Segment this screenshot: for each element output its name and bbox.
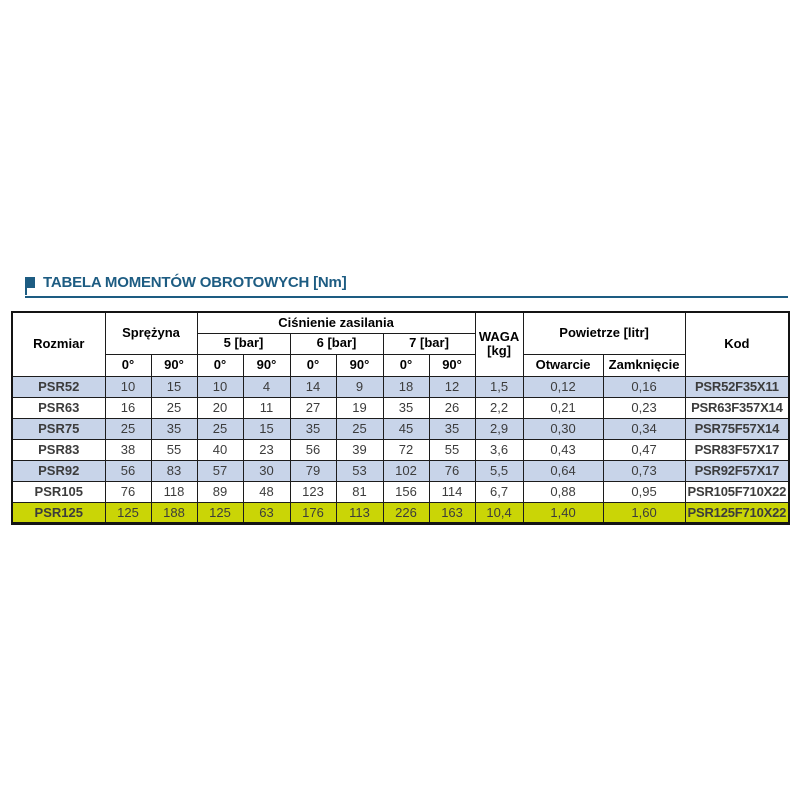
col-header-5bar-90deg: 90°	[243, 354, 290, 376]
size-cell: PSR83	[12, 439, 105, 460]
value-cell: 10,4	[475, 502, 523, 523]
value-cell: 0,88	[523, 481, 603, 502]
value-cell: 3,6	[475, 439, 523, 460]
value-cell: 25	[105, 418, 151, 439]
col-header-6bar-0deg: 0°	[290, 354, 336, 376]
value-cell: 9	[336, 376, 383, 397]
value-cell: 55	[151, 439, 197, 460]
value-cell: 14	[290, 376, 336, 397]
col-header-close: Zamknięcie	[603, 354, 685, 376]
value-cell: 53	[336, 460, 383, 481]
table-row	[12, 502, 789, 523]
table-row	[12, 460, 789, 481]
value-cell: 89	[197, 481, 243, 502]
value-cell: 15	[151, 376, 197, 397]
size-cell: PSR75	[12, 418, 105, 439]
value-cell: 1,60	[603, 502, 685, 523]
value-cell: 2,9	[475, 418, 523, 439]
col-header-7bar-90deg: 90°	[429, 354, 475, 376]
value-cell: 176	[290, 502, 336, 523]
section-title: TABELA MOMENTÓW OBROTOWYCH [Nm]	[43, 273, 347, 291]
value-cell: 15	[243, 418, 290, 439]
value-cell: 56	[105, 460, 151, 481]
col-header-weight	[475, 312, 523, 376]
col-header-weight-line2: [kg]	[487, 343, 511, 359]
header-row-groups	[12, 312, 789, 333]
size-cell: PSR63	[12, 397, 105, 418]
value-cell: 72	[383, 439, 429, 460]
section-rule	[25, 296, 788, 298]
section-header	[11, 274, 788, 290]
value-cell: 76	[105, 481, 151, 502]
value-cell: 113	[336, 502, 383, 523]
value-cell: 35	[383, 397, 429, 418]
value-cell: 81	[336, 481, 383, 502]
torque-table	[11, 311, 790, 525]
table-body	[12, 376, 789, 523]
value-cell: 16	[105, 397, 151, 418]
value-cell: 57	[197, 460, 243, 481]
value-cell: 1,5	[475, 376, 523, 397]
value-cell: 56	[290, 439, 336, 460]
value-cell: 25	[197, 418, 243, 439]
code-cell: PSR75F57X14	[685, 418, 789, 439]
value-cell: 25	[336, 418, 383, 439]
value-cell: 1,40	[523, 502, 603, 523]
table-row	[12, 397, 789, 418]
value-cell: 5,5	[475, 460, 523, 481]
value-cell: 35	[429, 418, 475, 439]
header-row-degrees	[12, 354, 789, 376]
col-header-code: Kod	[685, 312, 789, 376]
col-header-5bar-0deg: 0°	[197, 354, 243, 376]
value-cell: 0,47	[603, 439, 685, 460]
value-cell: 0,16	[603, 376, 685, 397]
code-cell: PSR92F57X17	[685, 460, 789, 481]
value-cell: 226	[383, 502, 429, 523]
value-cell: 55	[429, 439, 475, 460]
value-cell: 0,30	[523, 418, 603, 439]
value-cell: 25	[151, 397, 197, 418]
col-header-open: Otwarcie	[523, 354, 603, 376]
value-cell: 102	[383, 460, 429, 481]
code-cell: PSR125F710X22	[685, 502, 789, 523]
table-row	[12, 439, 789, 460]
col-header-weight-line1: WAGA	[478, 328, 520, 344]
col-header-spring: Sprężyna	[105, 312, 197, 354]
section-bullet-icon	[25, 277, 35, 288]
value-cell: 0,95	[603, 481, 685, 502]
col-header-6bar-90deg: 90°	[336, 354, 383, 376]
value-cell: 10	[197, 376, 243, 397]
value-cell: 114	[429, 481, 475, 502]
value-cell: 0,21	[523, 397, 603, 418]
col-header-spring-90deg: 90°	[151, 354, 197, 376]
value-cell: 0,64	[523, 460, 603, 481]
table-row	[12, 376, 789, 397]
value-cell: 2,2	[475, 397, 523, 418]
code-cell: PSR52F35X11	[685, 376, 789, 397]
value-cell: 35	[151, 418, 197, 439]
value-cell: 0,73	[603, 460, 685, 481]
table-head	[12, 312, 789, 376]
size-cell: PSR125	[12, 502, 105, 523]
table-row	[12, 418, 789, 439]
value-cell: 23	[243, 439, 290, 460]
value-cell: 83	[151, 460, 197, 481]
value-cell: 0,34	[603, 418, 685, 439]
torque-section	[11, 274, 788, 525]
col-header-pressure: Ciśnienie zasilania	[197, 312, 475, 333]
value-cell: 48	[243, 481, 290, 502]
value-cell: 38	[105, 439, 151, 460]
value-cell: 10	[105, 376, 151, 397]
table-row	[12, 481, 789, 502]
value-cell: 18	[383, 376, 429, 397]
value-cell: 76	[429, 460, 475, 481]
value-cell: 63	[243, 502, 290, 523]
col-header-air: Powietrze [litr]	[523, 312, 685, 354]
col-header-5bar: 5 [bar]	[197, 333, 290, 354]
value-cell: 26	[429, 397, 475, 418]
code-cell: PSR83F57X17	[685, 439, 789, 460]
size-cell: PSR52	[12, 376, 105, 397]
col-header-size: Rozmiar	[12, 312, 105, 376]
col-header-7bar-0deg: 0°	[383, 354, 429, 376]
value-cell: 39	[336, 439, 383, 460]
value-cell: 0,12	[523, 376, 603, 397]
value-cell: 20	[197, 397, 243, 418]
value-cell: 4	[243, 376, 290, 397]
value-cell: 19	[336, 397, 383, 418]
value-cell: 12	[429, 376, 475, 397]
value-cell: 45	[383, 418, 429, 439]
value-cell: 123	[290, 481, 336, 502]
value-cell: 125	[197, 502, 243, 523]
code-cell: PSR105F710X22	[685, 481, 789, 502]
value-cell: 27	[290, 397, 336, 418]
value-cell: 163	[429, 502, 475, 523]
col-header-spring-0deg: 0°	[105, 354, 151, 376]
code-cell: PSR63F357X14	[685, 397, 789, 418]
value-cell: 35	[290, 418, 336, 439]
value-cell: 6,7	[475, 481, 523, 502]
size-cell: PSR92	[12, 460, 105, 481]
value-cell: 40	[197, 439, 243, 460]
value-cell: 11	[243, 397, 290, 418]
col-header-6bar: 6 [bar]	[290, 333, 383, 354]
value-cell: 156	[383, 481, 429, 502]
value-cell: 30	[243, 460, 290, 481]
value-cell: 118	[151, 481, 197, 502]
value-cell: 0,43	[523, 439, 603, 460]
value-cell: 79	[290, 460, 336, 481]
value-cell: 125	[105, 502, 151, 523]
value-cell: 0,23	[603, 397, 685, 418]
value-cell: 188	[151, 502, 197, 523]
col-header-7bar: 7 [bar]	[383, 333, 475, 354]
size-cell: PSR105	[12, 481, 105, 502]
